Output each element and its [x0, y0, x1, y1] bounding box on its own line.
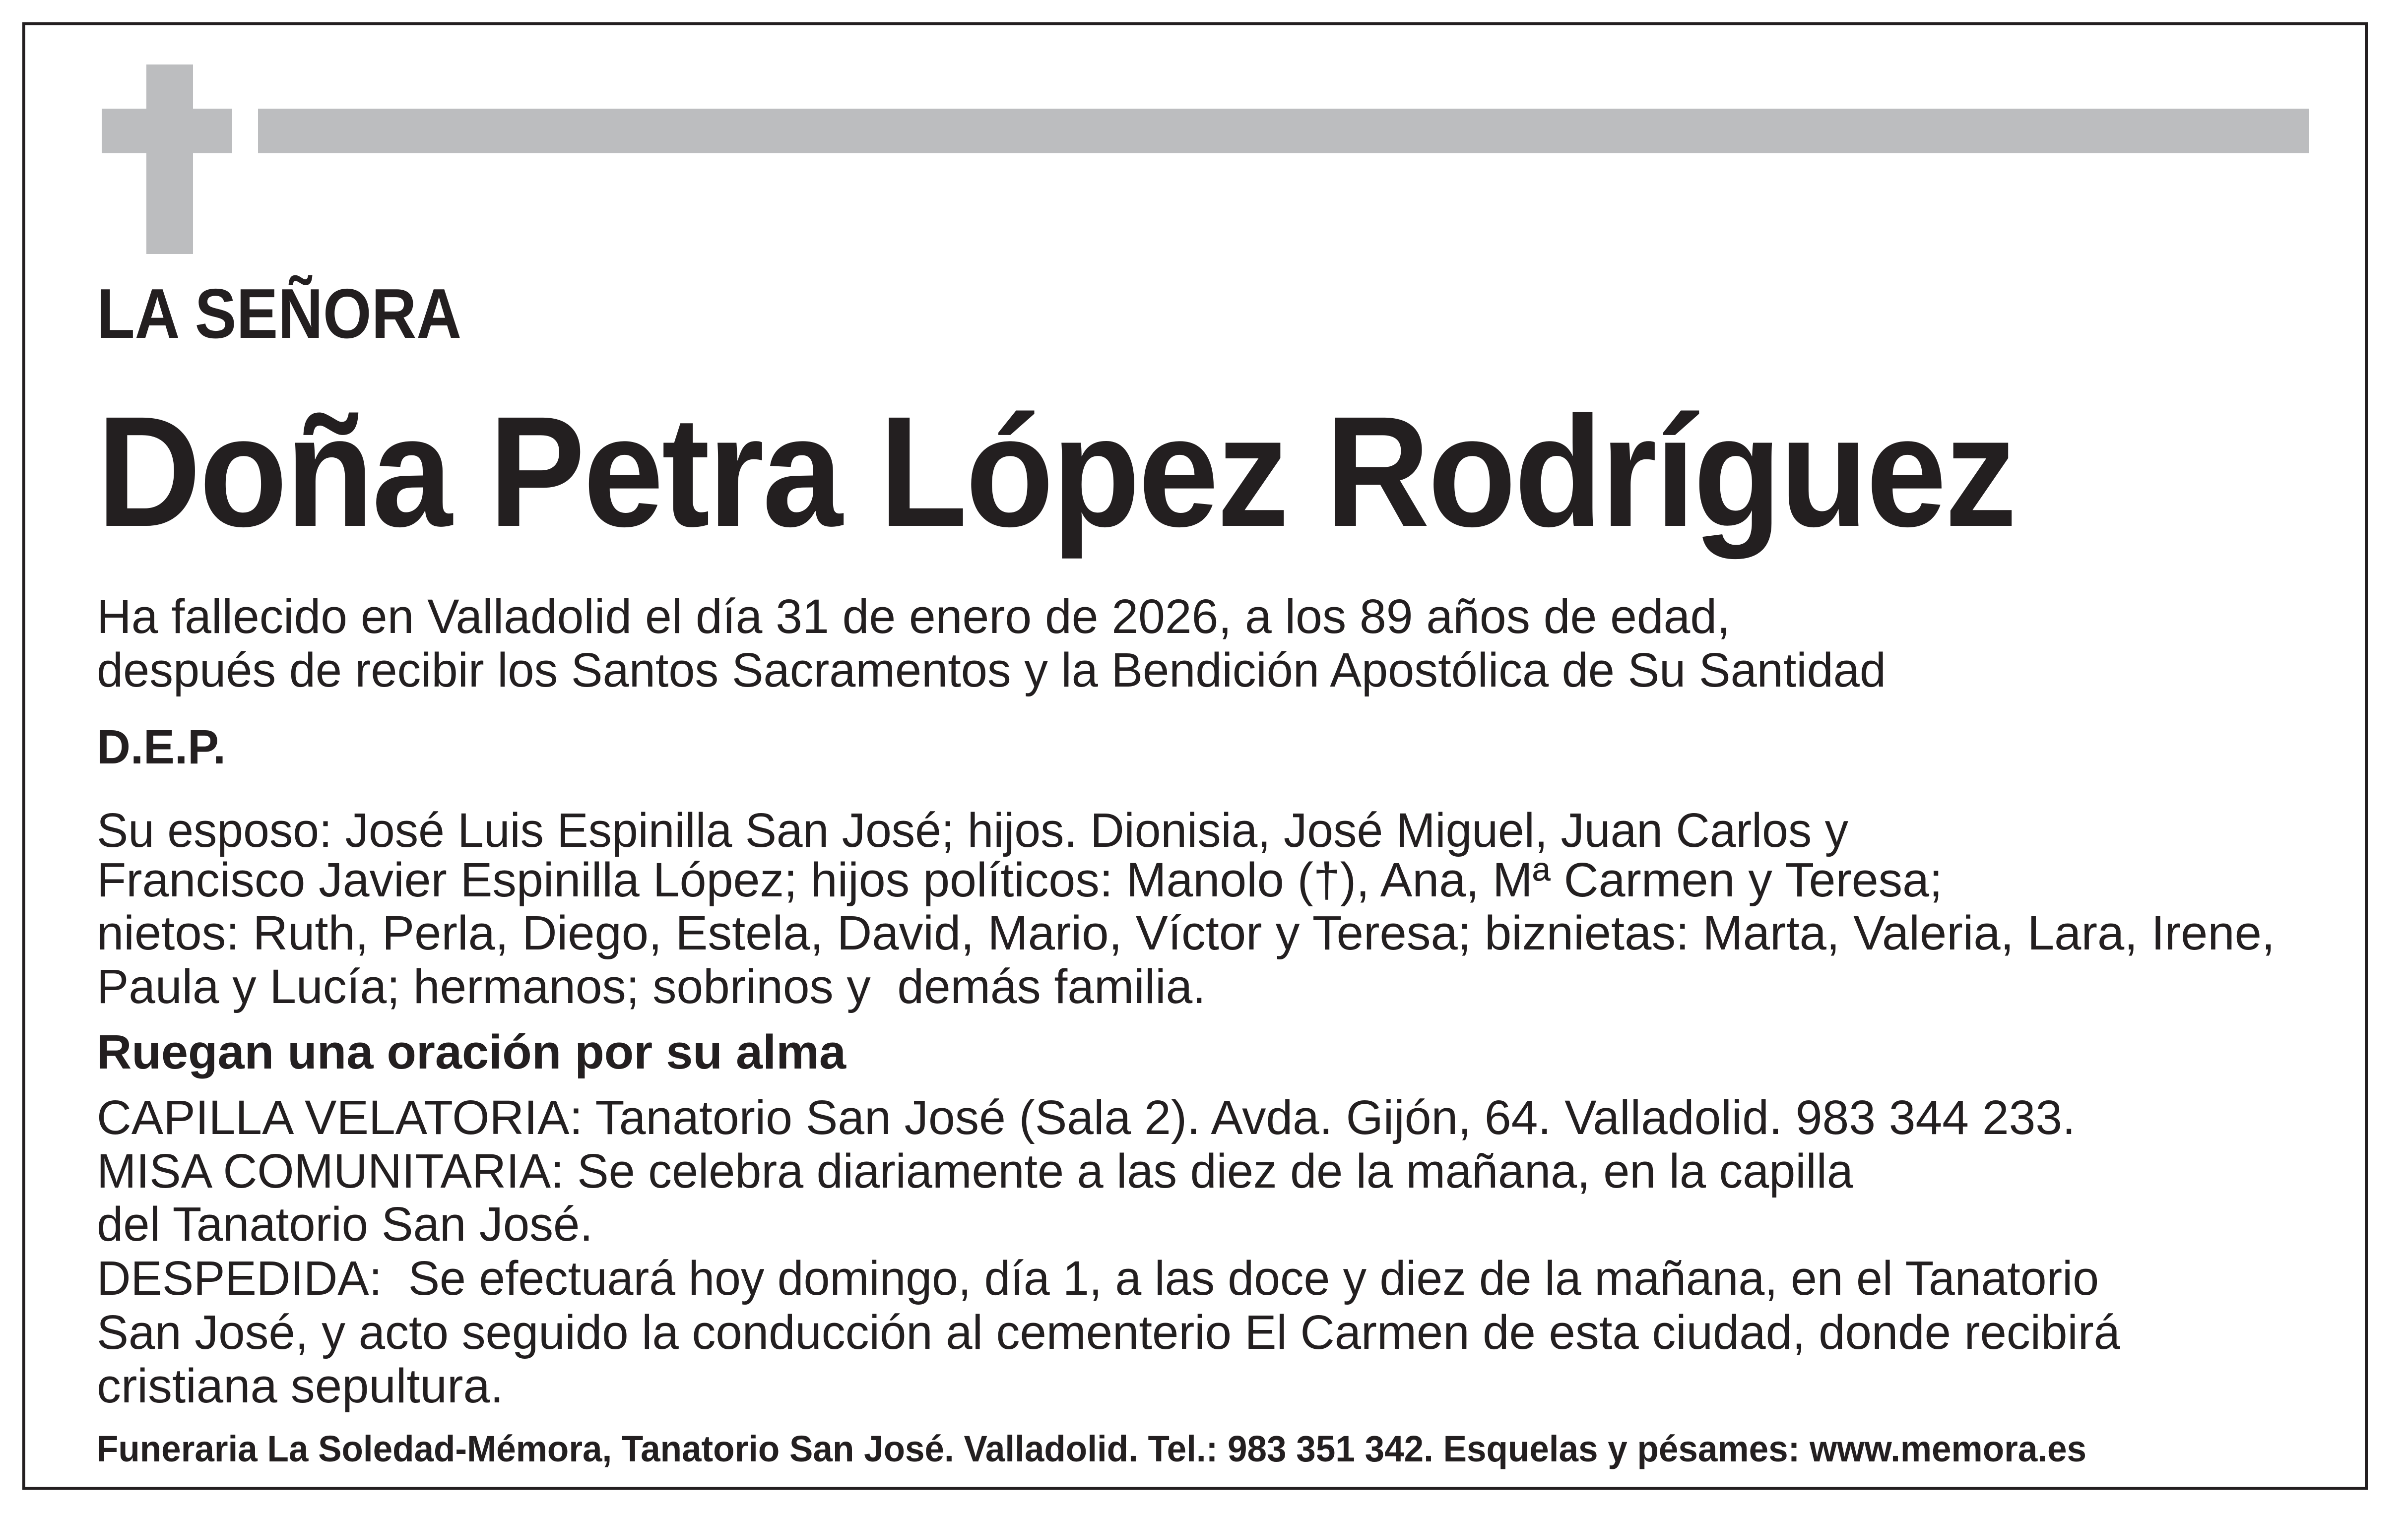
header-rule	[258, 109, 2309, 153]
family-line-3: nietos: Ruth, Perla, Diego, Estela, David, Mario, Víctor y Teresa; biznietas: Marta, Valeria, Lara, Irene,	[97, 905, 2275, 960]
prayer-request: Ruegan una oración por su alma	[97, 1024, 846, 1079]
service-line-3: del Tanatorio San José.	[97, 1197, 593, 1251]
service-line-4: DESPEDIDA: Se efectuará hoy domingo, día 1, a las doce y diez de la mañana, en el Tanatorio	[97, 1251, 2099, 1305]
service-line-1: CAPILLA VELATORIA: Tanatorio San José (Sala 2). Avda. Gijón, 64. Valladolid. 983 344 233.	[97, 1090, 2076, 1144]
family-line-1: Su esposo: José Luis Espinilla San José; hijos. Dionisia, José Miguel, Juan Carlos y	[97, 803, 1848, 857]
title-prefix: LA SEÑORA	[97, 274, 461, 354]
cross-vertical-bar	[146, 64, 193, 254]
family-line-4: Paula y Lucía; hermanos; sobrinos y demás familia.	[97, 959, 1206, 1013]
cross-horizontal-bar	[102, 109, 232, 153]
service-line-6: cristiana sepultura.	[97, 1358, 504, 1413]
funeral-home-footer: Funeraria La Soledad-Mémora, Tanatorio San José. Valladolid. Tel.: 983 351 342. Esquelas y pésames: www.memora.es	[97, 1428, 2086, 1469]
family-line-2: Francisco Javier Espinilla López; hijos políticos: Manolo (†), Ana, Mª Carmen y Teresa;	[97, 852, 1943, 907]
rip-label: D.E.P.	[97, 719, 226, 774]
service-line-2: MISA COMUNITARIA: Se celebra diariamente a las diez de la mañana, en la capilla	[97, 1143, 1853, 1198]
announcement-line-1: Ha fallecido en Valladolid el día 31 de enero de 2026, a los 89 años de edad,	[97, 589, 1730, 643]
service-line-5: San José, y acto seguido la conducción al cementerio El Carmen de esta ciudad, donde recibirá	[97, 1305, 2120, 1359]
announcement-line-2: después de recibir los Santos Sacramentos y la Bendición Apostólica de Su Santidad	[97, 642, 1886, 697]
deceased-name: Doña Petra López Rodríguez	[97, 383, 2015, 560]
